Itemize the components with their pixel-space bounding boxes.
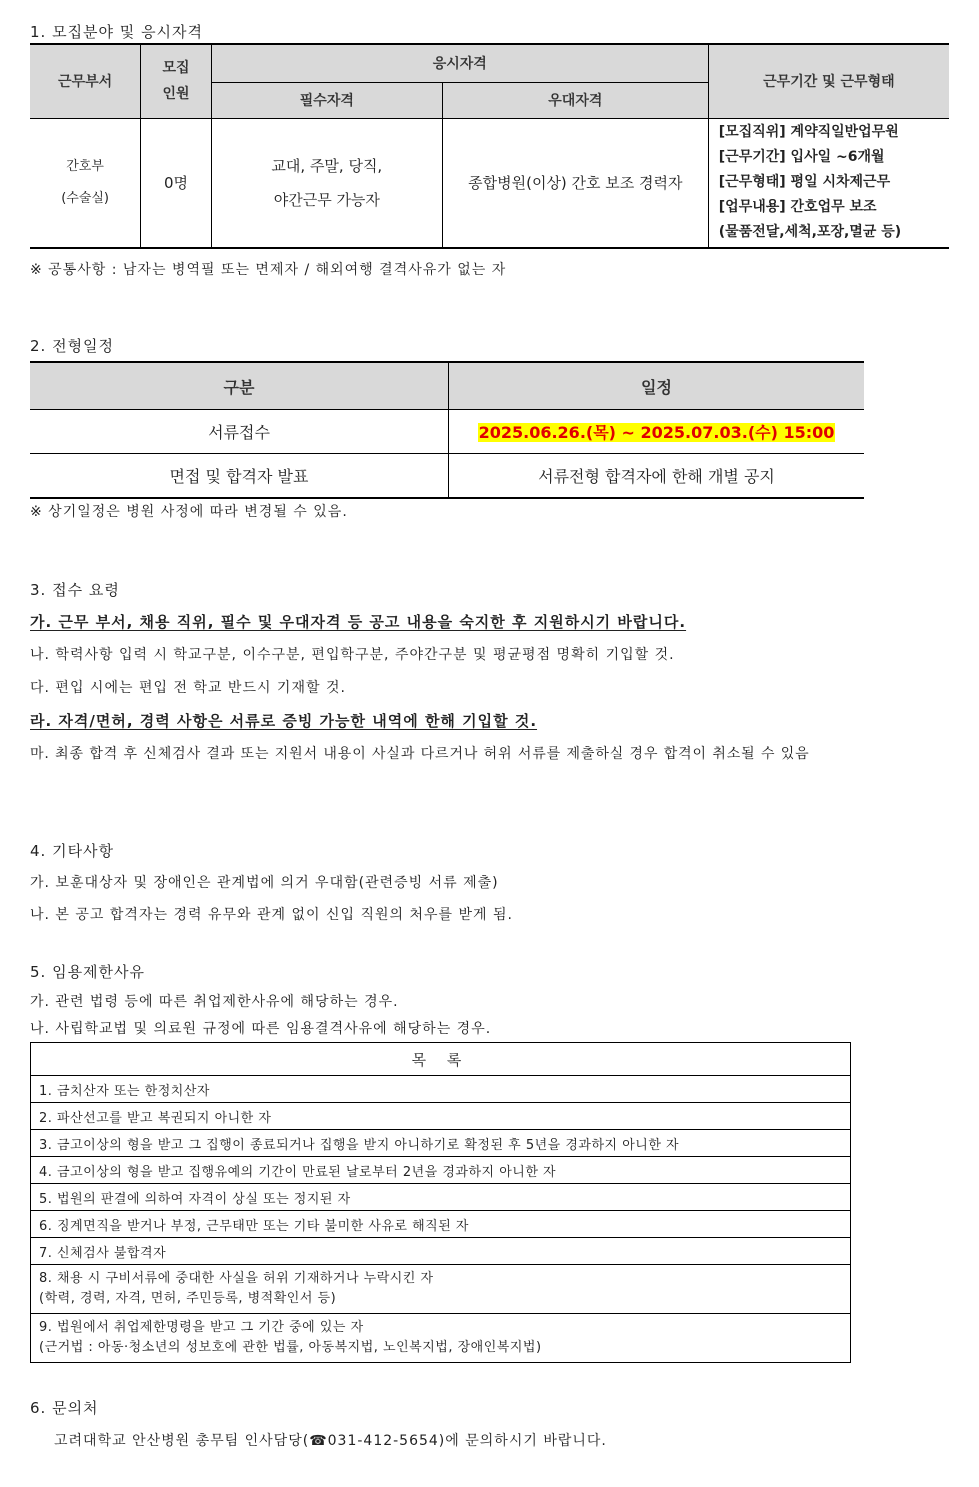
restriction-item: 3. 금고이상의 형을 받고 그 집행이 종료되거나 집행을 받지 아니하기로 확정된 후 5년을 경과하지 아니한 자	[31, 1130, 851, 1157]
schedule-value: 서류전형 합격자에 한해 개별 공지	[449, 454, 865, 499]
header-qualification: 응시자격	[211, 44, 708, 82]
schedule-value	[449, 410, 865, 454]
required-line2: 야간근무 가능자	[273, 190, 380, 209]
restriction-table	[30, 1042, 851, 1363]
restriction-item	[31, 1314, 851, 1363]
restriction-item: 2. 파산선고를 받고 복권되지 아니한 자	[31, 1103, 851, 1130]
dept-line1: 간호부	[66, 158, 104, 174]
header-period: 근무기간 및 근무형태	[708, 44, 949, 118]
terms-line: [근무기간] 입사일 ~6개월	[718, 149, 885, 166]
header-schedule: 일정	[449, 362, 865, 410]
application-note: 나. 학력사항 입력 시 학교구분, 이수구분, 편입학구분, 주야간구분 및 평균평점 명확히 기입할 것.	[30, 647, 675, 663]
header-dept: 근무부서	[30, 44, 141, 118]
terms-line: [모집직위] 계약직일반업무원	[718, 124, 899, 141]
restriction-item	[31, 1265, 851, 1314]
section-2-title: 2. 전형일정	[30, 337, 115, 355]
restriction-item: 1. 금치산자 또는 한정치산자	[31, 1076, 851, 1103]
restriction-item-line: 8. 채용 시 구비서류에 중대한 사실을 허위 기재하거나 누락시킨 자	[39, 1271, 434, 1286]
header-category: 구분	[30, 362, 449, 410]
section-5-title: 5. 임용제한사유	[30, 963, 146, 981]
restriction-item: 4. 금고이상의 형을 받고 집행유예의 기간이 만료된 날로부터 2년을 경과하지 아니한 자	[31, 1157, 851, 1184]
application-note: 다. 편입 시에는 편입 전 학교 반드시 기재할 것.	[30, 680, 346, 696]
recruit-table	[30, 43, 949, 249]
section-1-title: 1. 모집분야 및 응시자격	[30, 23, 204, 41]
restriction-item: 5. 법원의 판결에 의하여 자격이 상실 또는 정지된 자	[31, 1184, 851, 1211]
schedule-table	[30, 361, 864, 499]
other-note: 가. 보훈대상자 및 장애인은 관계법에 의거 우대함(관련증빙 서류 제출)	[30, 875, 499, 891]
terms-line: (물품전달,세척,포장,멸균 등)	[718, 224, 902, 241]
restriction-note: 가. 관련 법령 등에 따른 취업제한사유에 해당하는 경우.	[30, 994, 399, 1010]
recruit-note: ※ 공통사항 : 남자는 병역필 또는 면제자 / 해외여행 결격사유가 없는 자	[30, 262, 507, 278]
highlighted-date: 2025.06.26.(목) ~ 2025.07.03.(수) 15:00	[478, 423, 835, 442]
terms-line: [업무내용] 간호업무 보조	[718, 199, 877, 216]
header-preferred: 우대자격	[442, 82, 708, 118]
restriction-item-line: (학력, 경력, 자격, 면허, 주민등록, 병적확인서 등)	[39, 1291, 337, 1306]
cell-preferred: 종합병원(이상) 간호 보조 경력자	[442, 118, 708, 248]
restriction-item-line: 9. 법원에서 취업제한명령을 받고 그 기간 중에 있는 자	[39, 1320, 364, 1335]
restriction-item: 7. 신체검사 불합격자	[31, 1238, 851, 1265]
cell-required	[211, 118, 442, 248]
header-required: 필수자격	[211, 82, 442, 118]
schedule-category: 서류접수	[30, 410, 449, 454]
restriction-item-line: (근거법 : 아동·청소년의 성보호에 관한 법률, 아동복지법, 노인복지법, 장애인복지법)	[39, 1340, 542, 1355]
application-note: 가. 근무 부서, 채용 직위, 필수 및 우대자격 등 공고 내용을 숙지한 후 지원하시기 바랍니다.	[30, 613, 687, 631]
section-6-title: 6. 문의처	[30, 1399, 99, 1417]
restriction-header: 목 록	[31, 1043, 851, 1076]
section-3-title: 3. 접수 요령	[30, 581, 120, 599]
cell-terms	[708, 118, 949, 248]
other-note: 나. 본 공고 합격자는 경력 유무와 관계 없이 신입 직원의 처우를 받게 됨.	[30, 907, 513, 923]
application-note: 라. 자격/면허, 경력 사항은 서류로 증빙 가능한 내역에 한해 기입할 것.	[30, 712, 538, 730]
section-4-title: 4. 기타사항	[30, 842, 115, 860]
schedule-note: ※ 상기일정은 병원 사정에 따라 변경될 수 있음.	[30, 504, 348, 520]
application-note: 마. 최종 합격 후 신체검사 결과 또는 지원서 내용이 사실과 다르거나 허위 서류를 제출하실 경우 합격이 취소될 수 있음	[30, 746, 810, 762]
terms-line: [근무형태] 평일 시차제근무	[718, 174, 891, 191]
contact-info: 고려대학교 안산병원 총무팀 인사담당(☎031-412-5654)에 문의하시기 바랍니다.	[54, 1433, 607, 1449]
dept-line2: (수술실)	[61, 190, 110, 206]
schedule-category: 면접 및 합격자 발표	[30, 454, 449, 499]
cell-dept	[30, 118, 141, 248]
restriction-item: 6. 징계면직을 받거나 부정, 근무태만 또는 기타 불미한 사유로 해직된 자	[31, 1211, 851, 1238]
header-count: 모집 인원	[141, 44, 212, 118]
cell-count: 0명	[141, 118, 212, 248]
required-line1: 교대, 주말, 당직,	[271, 156, 383, 175]
restriction-note: 나. 사립학교법 및 의료원 규정에 따른 임용결격사유에 해당하는 경우.	[30, 1021, 492, 1037]
